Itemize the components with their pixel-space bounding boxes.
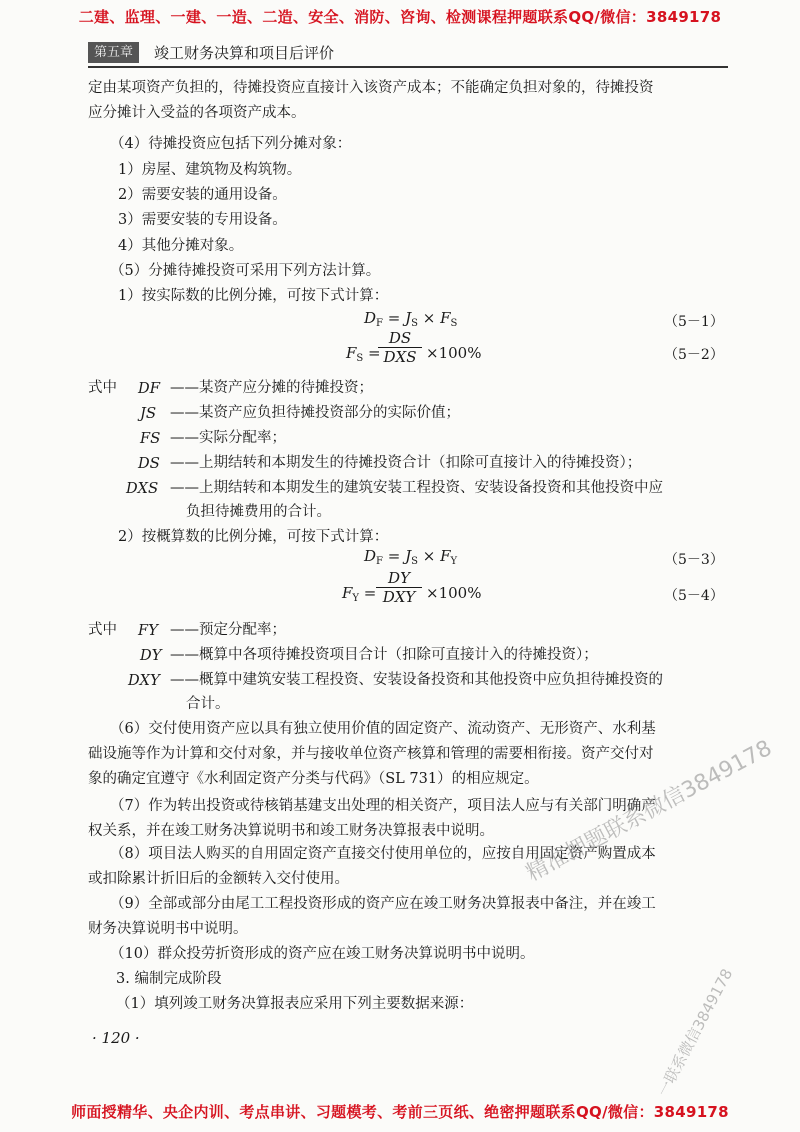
- section-heading: 3. 编制完成阶段: [116, 971, 222, 987]
- formula-5-2-fraction: DS DXS: [378, 329, 422, 366]
- formula-5-4-lhs: $F_Y$ =: [342, 584, 377, 604]
- list-item: 3）需要安装的专用设备。: [118, 212, 287, 228]
- paragraph-line: （10）群众投劳折资形成的资产应在竣工财务决算说明书中说明。: [110, 946, 535, 962]
- paragraph-line: （5）分摊待摊投资可采用下列方法计算。: [110, 263, 381, 279]
- paragraph-line: （1）填列竣工财务决算报表应采用下列主要数据来源：: [116, 996, 474, 1012]
- where-label: 式中: [88, 380, 117, 396]
- definition-text: ——概算中各项待摊投资项目合计（扣除可直接计入的待摊投资）；: [170, 647, 598, 663]
- definition-symbol: DF: [138, 379, 161, 397]
- formula-5-3: $D_F = J_S \times F_Y$: [364, 547, 458, 567]
- definition-text: ——某资产应分摊的待摊投资；: [170, 380, 373, 396]
- equation-number: （5－3）: [664, 552, 724, 568]
- paragraph-line: （4）待摊投资应包括下列分摊对象：: [110, 136, 352, 152]
- watermark: 精准押题联系微信3849178: [522, 735, 776, 887]
- paragraph-line: 或扣除累计折旧后的金额转入交付使用。: [88, 871, 349, 887]
- chapter-title: 竣工财务决算和项目后评价: [154, 44, 335, 62]
- definition-symbol: FS: [140, 429, 161, 447]
- definition-text: ——实际分配率；: [170, 430, 286, 446]
- top-ad-banner: 二建、监理、一建、一造、二造、安全、消防、咨询、检测课程押题联系QQ/微信：3849178: [78, 8, 722, 26]
- definition-text: ——概算中建筑安装工程投资、安装设备投资和其他投资中应负担待摊投资的: [170, 672, 663, 688]
- formula-5-2-tail: ×100%: [426, 344, 482, 362]
- list-item: 1）房屋、建筑物及构筑物。: [118, 162, 302, 178]
- definition-text: ——上期结转和本期发生的待摊投资合计（扣除可直接计入的待摊投资）；: [170, 455, 642, 471]
- paragraph-line: 定由某项资产负担的，待摊投资应直接计入该资产成本；不能确定负担对象的，待摊投资: [88, 80, 654, 96]
- definition-text: ——某资产应负担待摊投资部分的实际价值；: [170, 405, 460, 421]
- definition-text: ——预定分配率；: [170, 622, 286, 638]
- equation-number: （5－2）: [664, 347, 724, 363]
- paragraph-line: （6）交付使用资产应以具有独立使用价值的固定资产、流动资产、无形资产、水利基: [110, 721, 656, 737]
- definition-text: ——上期结转和本期发生的建筑安装工程投资、安装设备投资和其他投资中应: [170, 480, 663, 496]
- paragraph-line: 财务决算说明书中说明。: [88, 921, 248, 937]
- definition-symbol: JS: [140, 404, 157, 422]
- paragraph-line: （9）全部或部分由尾工工程投资形成的资产应在竣工财务决算报表中备注，并在竣工: [110, 896, 656, 912]
- page-number: · 120 ·: [92, 1029, 140, 1047]
- definition-symbol: DS: [138, 454, 160, 472]
- method-heading: 1）按实际数的比例分摊，可按下式计算：: [118, 288, 389, 304]
- chapter-tag: 第五章: [88, 42, 139, 63]
- formula-5-2-lhs: $F_S$ =: [346, 344, 381, 364]
- where-label: 式中: [88, 622, 117, 638]
- paragraph-line: （8）项目法人购买的自用固定资产直接交付使用单位的，应按自用固定资产购置成本: [110, 846, 656, 862]
- paragraph-line: （7）作为转出投资或待核销基建支出处理的相关资产，项目法人应与有关部门明确产: [110, 798, 656, 814]
- equation-number: （5－1）: [664, 314, 724, 330]
- paragraph-line: 应分摊计入受益的各项资产成本。: [88, 105, 306, 121]
- page-header: [88, 42, 728, 68]
- paragraph-line: 权关系，并在竣工财务决算说明书和竣工财务决算报表中说明。: [88, 823, 494, 839]
- definition-symbol: DXY: [128, 671, 160, 689]
- paragraph-line: 础设施等作为计算和交付对象，并与接收单位资产核算和管理的需要相衔接。资产交付对: [88, 746, 654, 762]
- watermark: 一联系微信3849178: [653, 965, 737, 1100]
- paragraph-line: 象的确定宜遵守《水利固定资产分类与代码》（SL 731）的相应规定。: [88, 771, 539, 787]
- list-item: 2）需要安装的通用设备。: [118, 187, 287, 203]
- list-item: 4）其他分摊对象。: [118, 238, 244, 254]
- bottom-ad-banner: 师面授精华、央企内训、考点串讲、习题模考、考前三页纸、绝密押题联系QQ/微信：3849178: [71, 1103, 729, 1121]
- equation-number: （5－4）: [664, 588, 724, 604]
- definition-symbol: DXS: [126, 479, 159, 497]
- definition-text: 负担待摊费用的合计。: [186, 504, 331, 520]
- definition-symbol: FY: [138, 621, 158, 639]
- definition-symbol: DY: [140, 646, 162, 664]
- formula-5-4-fraction: DY DXY: [376, 569, 422, 606]
- definition-text: 合计。: [186, 696, 230, 712]
- formula-5-1: $D_F = J_S \times F_S$: [364, 309, 458, 329]
- method-heading: 2）按概算数的比例分摊，可按下式计算：: [118, 529, 389, 545]
- formula-5-4-tail: ×100%: [426, 584, 482, 602]
